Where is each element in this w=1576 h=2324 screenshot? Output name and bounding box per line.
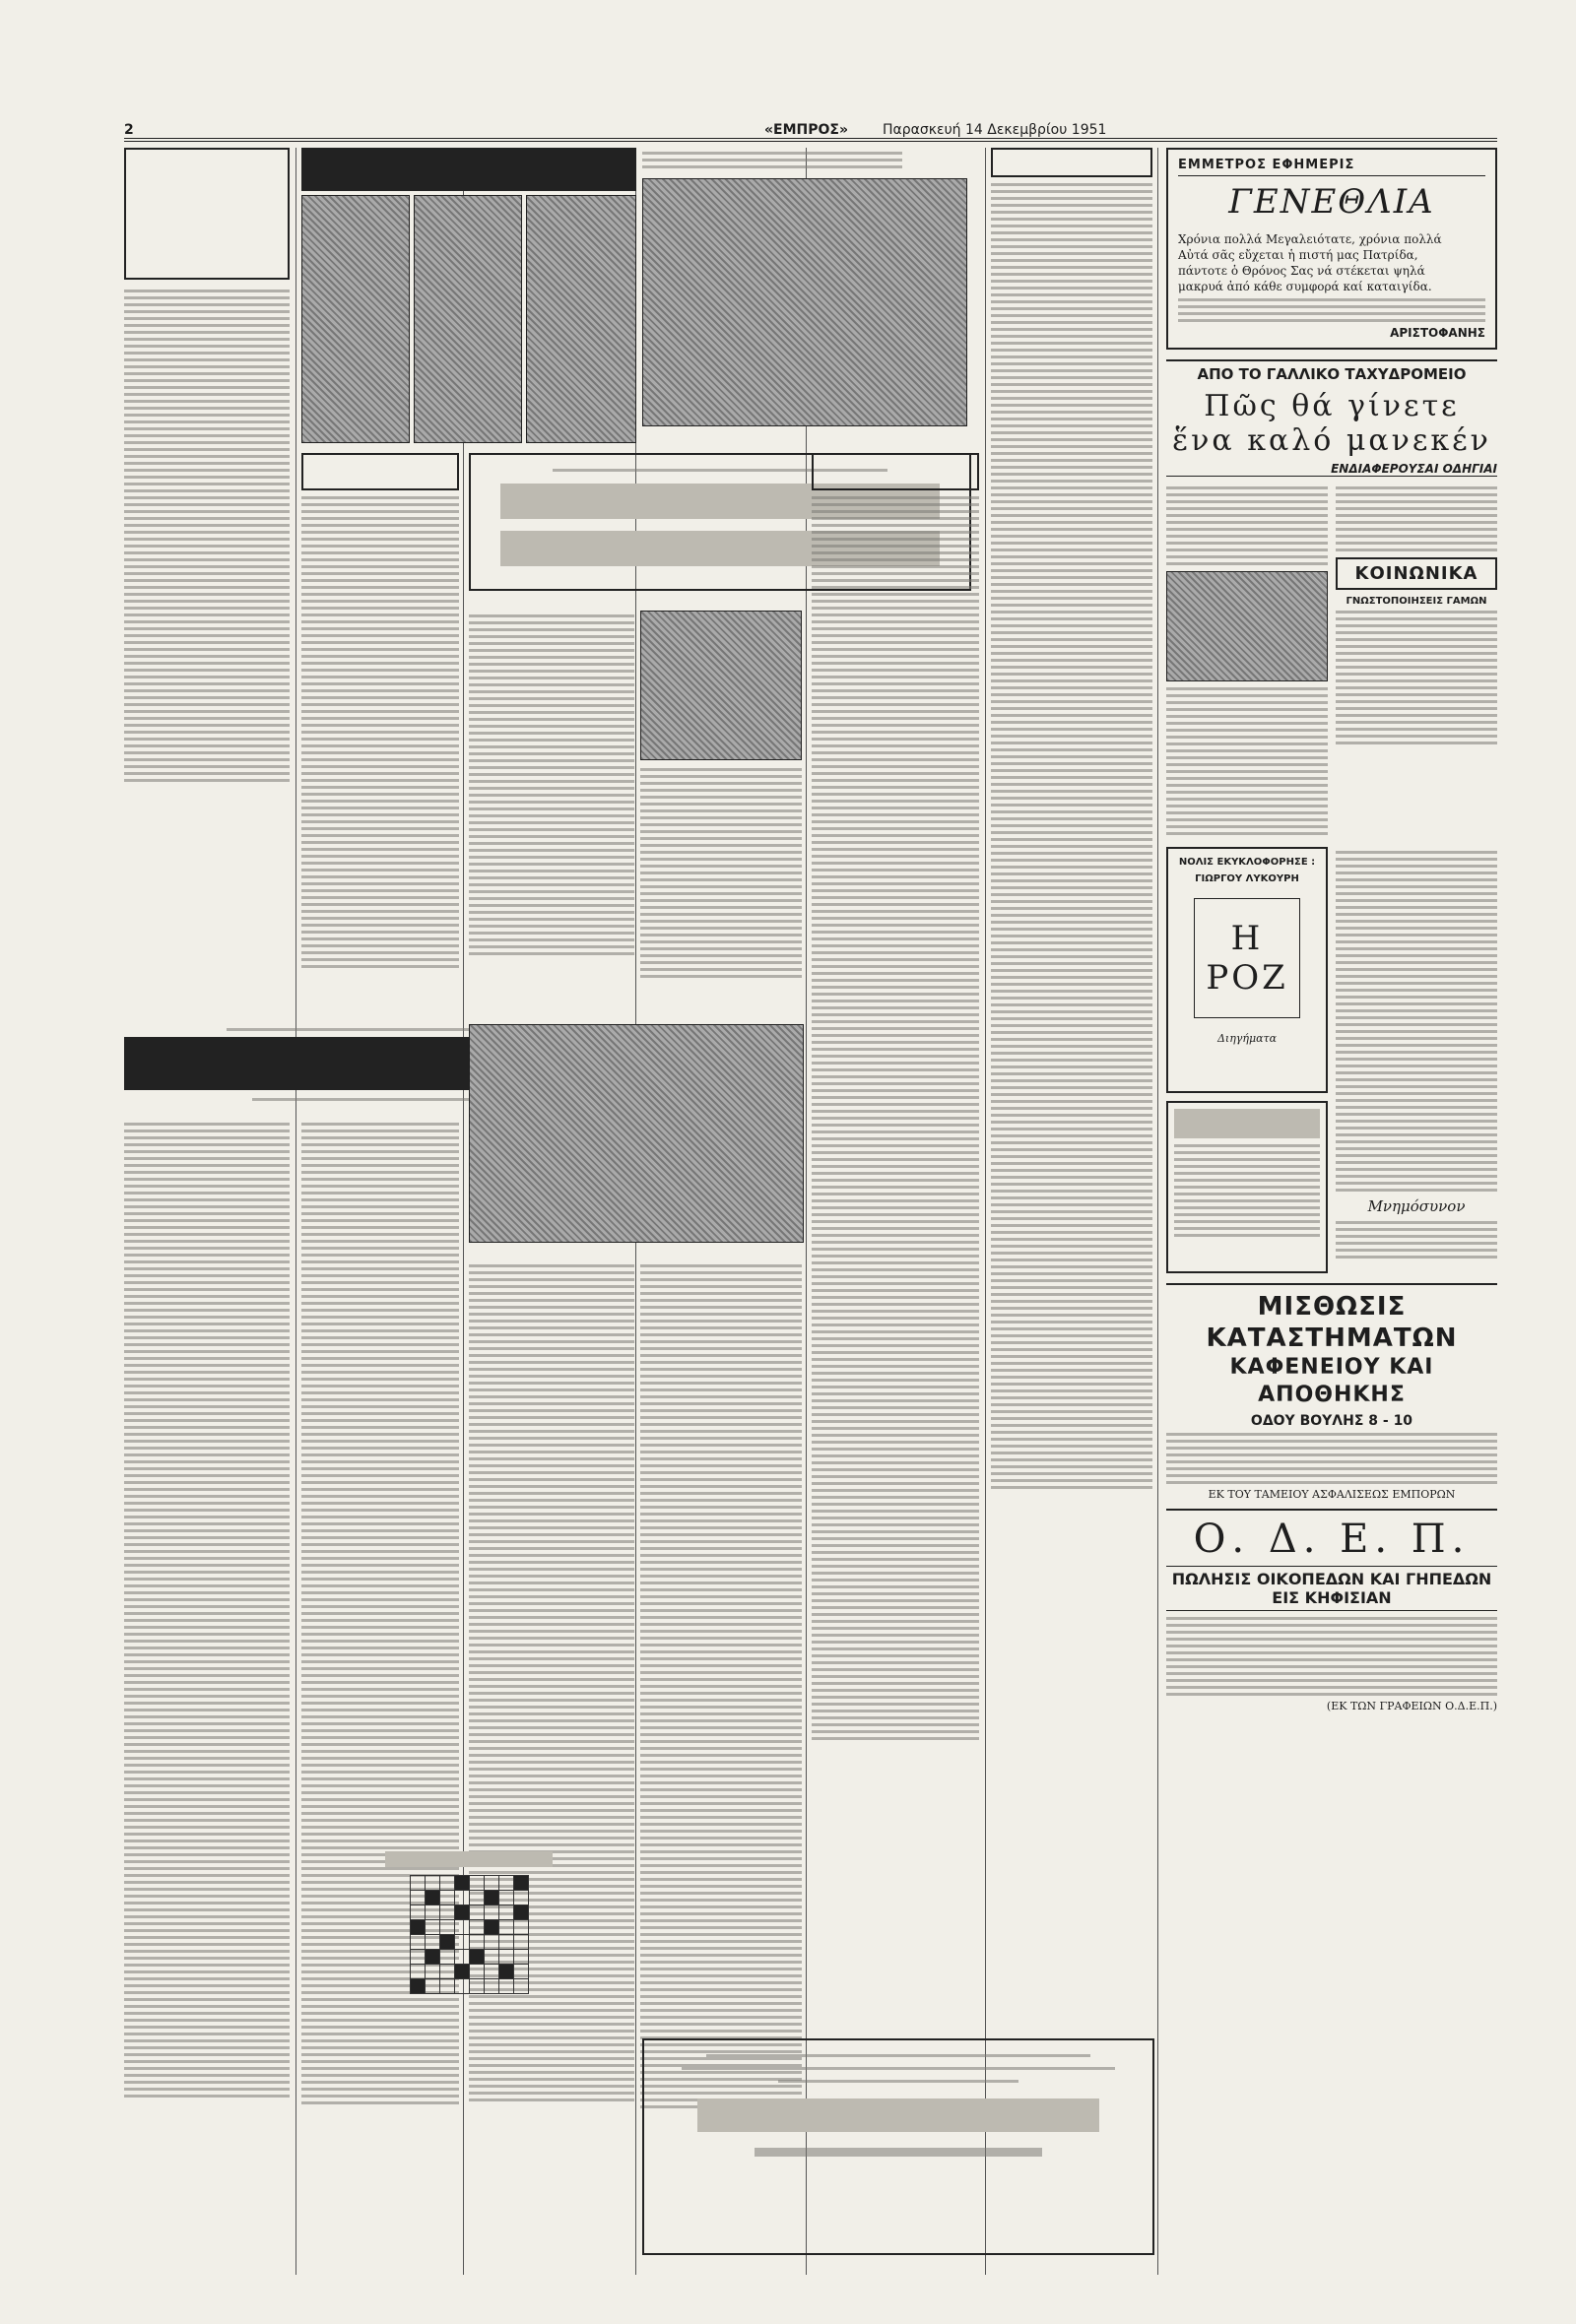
text-block-placeholder	[124, 290, 290, 999]
heading-placeholder	[301, 453, 459, 490]
emmetros-poem	[1178, 231, 1485, 294]
issue-date: Παρασκευή 14 Δεκεμβρίου 1951	[883, 122, 1107, 138]
emmetros-title: ΓΕΝΕΘΛΙΑ	[1228, 182, 1435, 222]
postal-title-2: ἕνα καλό μανεκέν	[1172, 423, 1491, 458]
rent-line-2: ΚΑΦΕΝΕΙΟΥ ΚΑΙ ΑΠΟΘΗΚΗΣ	[1229, 1355, 1434, 1407]
column-2-top	[301, 453, 459, 1014]
comic-panel	[301, 195, 410, 443]
page-number: 2	[124, 122, 134, 138]
mannequin-photo	[1166, 571, 1328, 681]
right-column	[1166, 148, 1497, 2275]
odep-footer: (ΕΚ ΤΩΝ ΓΡΑΦΕΙΩΝ Ο.Δ.Ε.Π.)	[1326, 1700, 1497, 1712]
odep-subtitle: ΠΩΛΗΣΙΣ ΟΙΚΟΠΕΔΩΝ ΚΑΙ ΓΗΠΕΔΩΝ ΕΙΣ ΚΗΦΙΣΙΑΝ	[1166, 1566, 1497, 1611]
photo-block	[469, 1024, 804, 1251]
postal-box	[1166, 359, 1497, 839]
poem-author: ΑΡΙΣΤΟΦΑΝΗΣ	[1390, 326, 1485, 340]
crossword-grid	[410, 1875, 529, 1994]
emmetros-kicker: ΕΜΜΕΤΡΟΣ ΕΦΗΜΕΡΙΣ	[1178, 158, 1485, 176]
comic-panel	[526, 195, 636, 443]
postal-kicker: ΑΠΟ ΤΟ ΓΑΛΛΙΚΟ ΤΑΧΥΔΡΟΜΕΙΟ	[1197, 365, 1467, 383]
column-rule	[985, 148, 986, 2275]
cartoon-block	[642, 148, 967, 443]
column-1-bottom	[124, 1119, 290, 2271]
poem-line: Αὐτά σᾶς εὔχεται ἡ πιστή μας Πατρίδα,	[1178, 248, 1418, 262]
column-3-top	[469, 611, 634, 1014]
editions-ad-placeholder	[1166, 1101, 1328, 1273]
book-ad	[1166, 847, 1328, 1093]
photo-placeholder	[640, 611, 802, 760]
book-author: ΓΙΩΡΓΟΥ ΛΥΚΟΥΡΗ	[1195, 873, 1299, 884]
comic-strip	[301, 148, 636, 443]
memorial-heading: Μνημόσυνον	[1367, 1197, 1466, 1215]
book-genre: Διηγήματα	[1216, 1032, 1278, 1045]
emmetros-box	[1166, 148, 1497, 350]
book-title: Η ΡΟΖ	[1194, 898, 1300, 1018]
column-rule	[1157, 148, 1158, 2275]
poem-line: Χρόνια πολλά Μεγαλειότατε, χρόνια πολλά	[1178, 232, 1442, 246]
cartoon-placeholder	[642, 178, 967, 426]
photo-placeholder	[469, 1024, 804, 1243]
column-2-bottom	[301, 1119, 459, 2271]
column-6	[991, 148, 1152, 1684]
book-series: ΝΟΛΙΣ ΕΚΥΚΛΟΦΟΡΗΣΕ :	[1178, 857, 1316, 868]
newspaper-title: «ΕΜΠΡΟΣ»	[764, 122, 849, 138]
headline-placeholder	[124, 148, 290, 280]
theatre-ad-placeholder	[642, 2038, 1154, 2275]
social-subtitle: ΓΝΩΣΤΟΠΟΙΗΣΕΙΣ ΓΑΜΩΝ	[1346, 596, 1487, 607]
comic-panel	[414, 195, 522, 443]
postal-subtitle: ΕΝΔΙΑΦΕΡΟΥΣΑΙ ΟΔΗΓΙΑΙ	[1166, 462, 1497, 477]
odep-ad	[1166, 1509, 1497, 1712]
social-title: ΚΟΙΝΩΝΙΚΑ	[1354, 563, 1478, 584]
rent-line-1: ΜΙΣΘΩΣΙΣ ΚΑΤΑΣΤΗΜΑΤΩΝ	[1206, 1292, 1458, 1353]
odep-title: Ο. Δ. Ε. Π.	[1193, 1517, 1471, 1562]
column-3-bottom	[469, 1260, 634, 2275]
column-5	[812, 453, 979, 2029]
crossword-placeholder	[301, 1851, 636, 2029]
column-1-top	[124, 148, 290, 1004]
rent-footer: ΕΚ ΤΟΥ ΤΑΜΕΙΟΥ ΑΣΦΑΛΙΣΕΩΣ ΕΜΠΟΡΩΝ	[1208, 1488, 1456, 1501]
poem-line: πάντοτε ὁ Θρόνος Σας νά στέκεται ψηλά	[1178, 264, 1425, 278]
column-4-top	[640, 611, 802, 1014]
masthead	[124, 124, 1497, 142]
heading-placeholder	[991, 148, 1152, 177]
rent-ad	[1166, 1283, 1497, 1501]
poem-line: μακρυά ἀπό κάθε συμφορά καί καταιγίδα.	[1178, 280, 1432, 293]
rent-line-3: ΟΔΟΥ ΒΟΥΛΗΣ 8 - 10	[1250, 1413, 1413, 1429]
comic-title-placeholder	[301, 148, 636, 191]
postal-title-1: Πῶς θά γίνετε	[1204, 389, 1460, 423]
heading-placeholder	[812, 453, 979, 490]
